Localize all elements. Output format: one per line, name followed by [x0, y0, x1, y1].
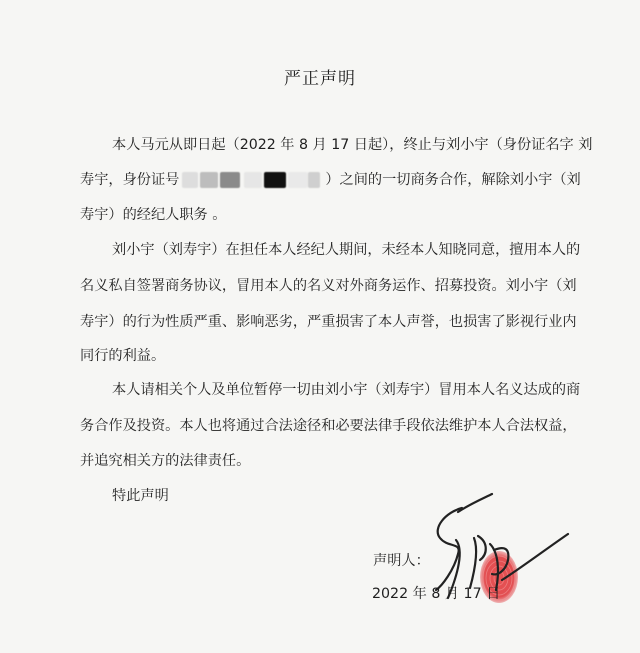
id-number-redaction [180, 169, 324, 191]
redaction-block-3 [220, 172, 240, 188]
redaction-block-7 [308, 172, 320, 188]
declarant-label: 声明人： [373, 553, 430, 569]
redaction-block-1 [182, 172, 198, 188]
closing-statement: 特此声明 [112, 488, 169, 504]
document-title: 严正声明 [284, 69, 356, 89]
paragraph-1-line-1: 本人马元从即日起（2022 年 8 月 17 日起），终止与刘小宇（身份证名字 刘 [112, 137, 593, 153]
redaction-block-5 [264, 172, 286, 188]
signature-date: 2022 年 8 月 17 日 [372, 586, 501, 602]
paragraph-2-line-2: 名义私自签署商务协议，冒用本人的名义对外商务运作、招募投资。刘小宇（刘 [80, 278, 577, 294]
redaction-block-6 [288, 172, 308, 188]
redaction-block-2 [200, 172, 218, 188]
paragraph-2-line-3: 寿宇）的行为性质严重、影响恶劣，严重损害了本人声誉，也损害了影视行业内 [80, 314, 577, 330]
redaction-block-4 [244, 172, 262, 188]
paragraph-3-line-1: 本人请相关个人及单位暂停一切由刘小宇（刘寿宇）冒用本人名义达成的商 [112, 382, 581, 398]
paragraph-1-line-2-end: ）之间的一切商务合作，解除刘小宇（刘 [325, 172, 581, 188]
paragraph-1-line-2 [80, 169, 581, 191]
paragraph-3-line-2: 务合作及投资。本人也将通过合法途径和必要法律手段依法维护本人合法权益， [80, 418, 577, 434]
paragraph-3-line-3: 并追究相关方的法律责任。 [80, 453, 251, 469]
paragraph-1-line-2-start: 寿宇，身份证号 [80, 172, 180, 188]
paragraph-1-line-3: 寿宇）的经纪人职务 。 [80, 207, 227, 223]
paragraph-2-line-4: 同行的利益。 [80, 348, 166, 364]
paragraph-2-line-1: 刘小宇（刘寿宇）在担任本人经纪人期间，未经本人知晓同意，擅用本人的 [112, 242, 581, 258]
